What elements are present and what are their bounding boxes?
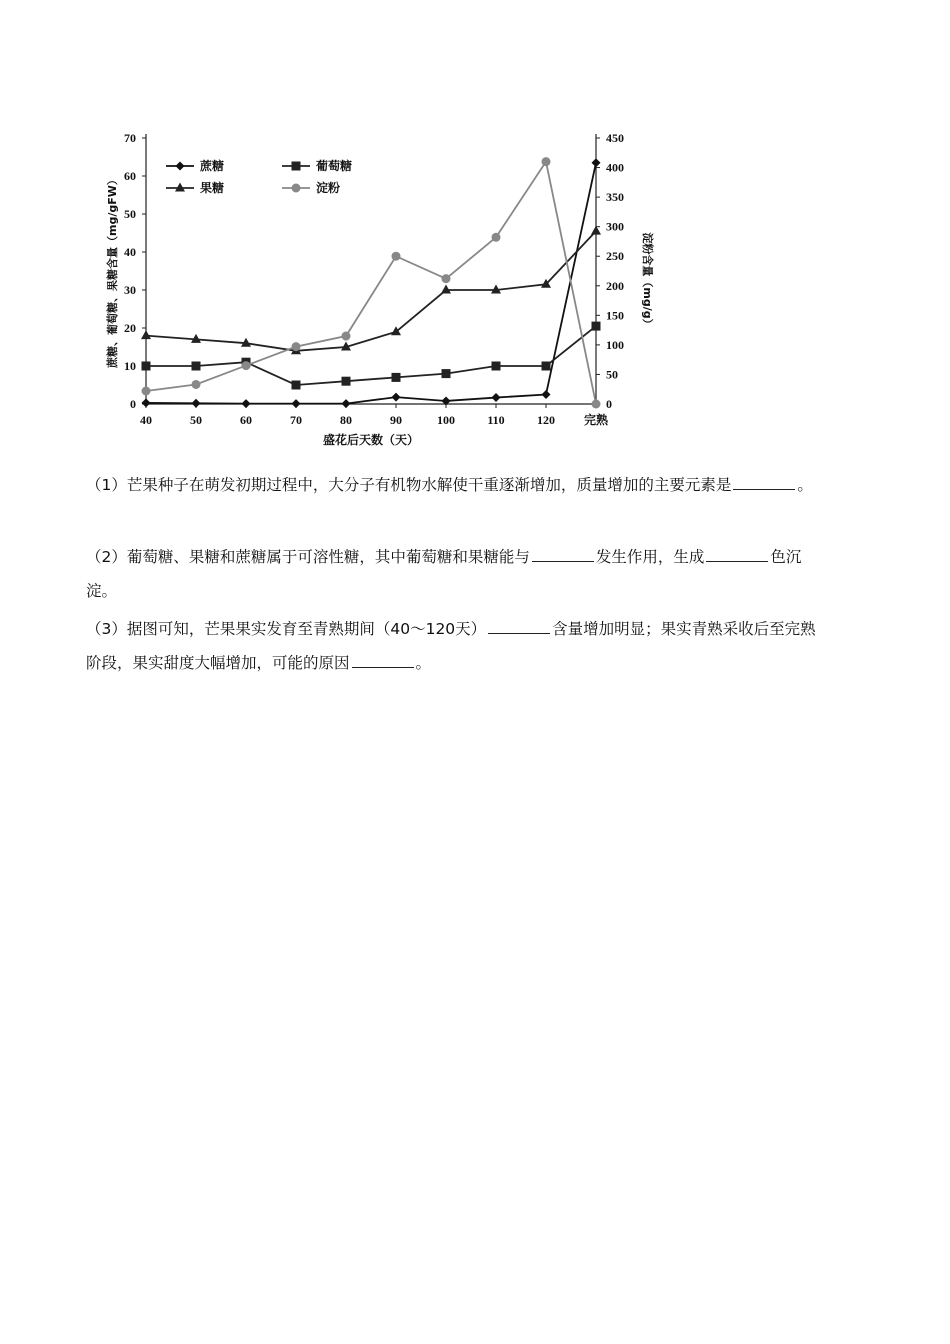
q1-answer-blank[interactable] [733,475,795,490]
data-point [592,158,601,167]
right-tick-label: 0 [606,397,612,411]
q1-end: 。 [797,476,813,494]
question-2 [86,540,801,608]
right-tick-label: 400 [606,160,624,175]
x-tick-label: 120 [537,413,555,427]
data-point [542,362,551,371]
q3-substance-blank[interactable] [488,619,550,634]
legend-label: 淀粉 [316,181,341,195]
right-tick-label: 50 [606,367,618,382]
data-point [142,362,151,371]
data-point [592,322,601,331]
q2-reagent-blank[interactable] [532,547,594,562]
question-1 [86,468,813,502]
left-tick-label: 70 [124,131,136,145]
q1-text: （1）芒果种子在萌发初期过程中，大分子有机物水解使干重逐渐增加，质量增加的主要元素是 [86,476,732,494]
legend-label: 蔗糖 [200,159,225,173]
data-point [392,393,401,402]
left-tick-label: 30 [124,283,136,297]
left-tick-label: 20 [124,321,136,335]
data-point [492,362,501,371]
x-tick-label: 60 [240,413,252,427]
series-line [146,326,596,385]
right-axis-title: 淀粉含量（mg/g） [641,232,654,330]
legend-marker [292,184,301,193]
right-tick-label: 150 [606,308,624,323]
question-3 [86,612,816,680]
right-tick-label: 200 [606,278,624,293]
legend-label: 果糖 [200,181,225,195]
series-line [146,231,596,351]
q2-text-a: （2）葡萄糖、果糖和蔗糖属于可溶性糖，其中葡萄糖和果糖能与 [86,548,530,566]
data-point [192,399,201,408]
q3-text-b: 含量增加明显；果实青熟采收后至完熟 [552,620,816,638]
q2-color-blank[interactable] [706,547,768,562]
data-point [142,398,151,407]
legend-marker [176,162,185,171]
data-point [192,380,201,389]
data-point [442,274,451,283]
right-tick-label: 100 [606,337,624,352]
q3-text-c: 阶段，果实甜度大幅增加，可能的原因 [86,654,350,672]
x-tick-label: 完熟 [583,413,609,427]
right-tick-label: 300 [606,219,624,234]
legend-marker [175,183,185,192]
data-point [242,361,251,370]
legend-item [282,180,340,195]
legend-marker [292,162,301,171]
data-point [442,369,451,378]
x-tick-label: 90 [390,413,402,427]
data-point [492,233,501,242]
data-point [492,393,501,402]
q3-text-d: 。 [415,654,432,672]
data-point [392,252,401,261]
x-tick-label: 40 [140,413,152,427]
data-point [292,381,301,390]
q3-text-a: （3）据图可知，芒果果实发育至青熟期间（40～120天） [86,620,487,638]
data-point [441,285,451,294]
series-diamond [142,158,601,408]
legend-item [166,158,224,173]
data-point [542,157,551,166]
left-tick-label: 10 [124,359,136,373]
left-axis-title: 蔗糖、葡萄糖、果糖含量（mg/gFW） [106,174,119,368]
legend-item [282,158,352,173]
right-tick-label: 350 [606,190,624,205]
data-point [392,373,401,382]
data-point [592,400,601,409]
data-point [342,332,351,341]
chart-legend [166,158,352,195]
left-tick-label: 60 [124,169,136,183]
data-point [242,399,251,408]
data-point [142,386,151,395]
x-tick-label: 100 [437,413,455,427]
x-tick-label: 70 [290,413,302,427]
q3-reason-blank[interactable] [352,653,414,668]
left-tick-label: 0 [130,397,136,411]
q2-text-d: 淀。 [86,582,118,600]
data-point [292,399,301,408]
data-point [192,362,201,371]
series-line [146,163,596,404]
legend-label: 葡萄糖 [316,159,353,173]
right-tick-label: 450 [606,131,624,145]
x-tick-label: 110 [487,413,505,427]
left-tick-label: 50 [124,207,136,221]
data-point [141,330,151,339]
data-point [342,377,351,386]
sugar-starch-chart [100,120,660,460]
x-axis-title: 盛花后天数（天） [322,433,420,447]
series-line [146,162,596,404]
data-point [292,342,301,351]
data-point [342,399,351,408]
data-point [391,326,401,335]
right-tick-label: 250 [606,249,624,264]
legend-item [166,180,224,195]
q2-text-c: 色沉 [770,548,802,566]
data-point [542,390,551,399]
series-triangle [141,226,601,355]
q2-text-b: 发生作用，生成 [595,548,705,566]
left-tick-label: 40 [124,245,136,259]
x-tick-label: 50 [190,413,202,427]
x-tick-label: 80 [340,413,352,427]
